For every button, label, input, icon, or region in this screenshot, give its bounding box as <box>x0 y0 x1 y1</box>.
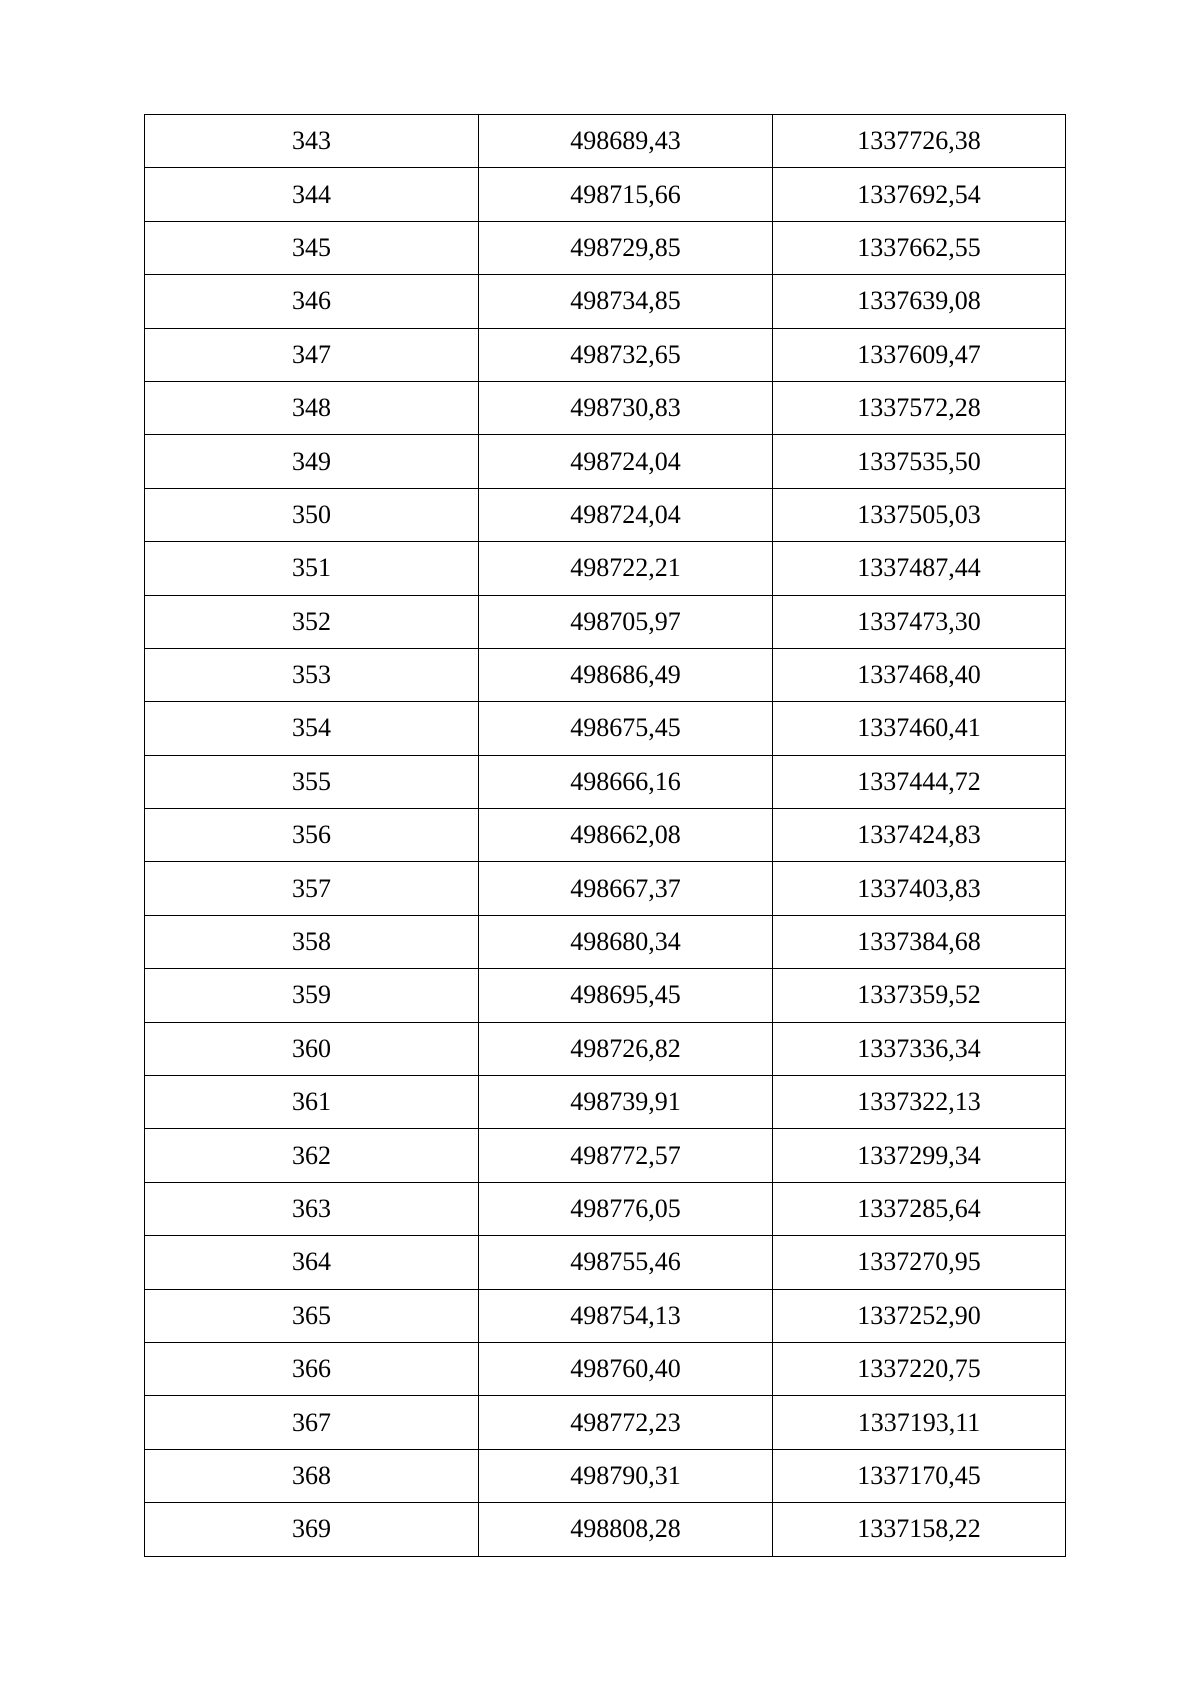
point-number-cell: 346 <box>145 275 479 328</box>
point-number-cell: 354 <box>145 702 479 755</box>
table-row <box>145 488 1066 541</box>
x-coordinate-cell: 498760,40 <box>479 1342 773 1395</box>
y-coordinate-cell: 1337403,83 <box>773 862 1066 915</box>
x-coordinate-cell: 498722,21 <box>479 542 773 595</box>
x-coordinate-cell: 498790,31 <box>479 1449 773 1502</box>
y-coordinate-cell: 1337487,44 <box>773 542 1066 595</box>
table-row <box>145 809 1066 862</box>
point-number-cell: 345 <box>145 221 479 274</box>
x-coordinate-cell: 498689,43 <box>479 115 773 168</box>
y-coordinate-cell: 1337270,95 <box>773 1236 1066 1289</box>
x-coordinate-cell: 498734,85 <box>479 275 773 328</box>
x-coordinate-cell: 498726,82 <box>479 1022 773 1075</box>
point-number-cell: 357 <box>145 862 479 915</box>
table-row <box>145 542 1066 595</box>
x-coordinate-cell: 498686,49 <box>479 648 773 701</box>
table-row <box>145 702 1066 755</box>
table-row <box>145 755 1066 808</box>
point-number-cell: 365 <box>145 1289 479 1342</box>
point-number-cell: 352 <box>145 595 479 648</box>
table-row <box>145 1236 1066 1289</box>
x-coordinate-cell: 498772,23 <box>479 1396 773 1449</box>
point-number-cell: 359 <box>145 969 479 1022</box>
y-coordinate-cell: 1337322,13 <box>773 1076 1066 1129</box>
table-row <box>145 595 1066 648</box>
y-coordinate-cell: 1337336,34 <box>773 1022 1066 1075</box>
x-coordinate-cell: 498730,83 <box>479 381 773 434</box>
x-coordinate-cell: 498666,16 <box>479 755 773 808</box>
y-coordinate-cell: 1337609,47 <box>773 328 1066 381</box>
table-row <box>145 1022 1066 1075</box>
y-coordinate-cell: 1337639,08 <box>773 275 1066 328</box>
y-coordinate-cell: 1337158,22 <box>773 1503 1066 1556</box>
point-number-cell: 368 <box>145 1449 479 1502</box>
y-coordinate-cell: 1337444,72 <box>773 755 1066 808</box>
point-number-cell: 348 <box>145 381 479 434</box>
y-coordinate-cell: 1337468,40 <box>773 648 1066 701</box>
table-row <box>145 915 1066 968</box>
point-number-cell: 351 <box>145 542 479 595</box>
point-number-cell: 367 <box>145 1396 479 1449</box>
y-coordinate-cell: 1337220,75 <box>773 1342 1066 1395</box>
y-coordinate-cell: 1337384,68 <box>773 915 1066 968</box>
point-number-cell: 355 <box>145 755 479 808</box>
table-row <box>145 648 1066 701</box>
y-coordinate-cell: 1337359,52 <box>773 969 1066 1022</box>
point-number-cell: 343 <box>145 115 479 168</box>
y-coordinate-cell: 1337460,41 <box>773 702 1066 755</box>
x-coordinate-cell: 498695,45 <box>479 969 773 1022</box>
point-number-cell: 358 <box>145 915 479 968</box>
x-coordinate-cell: 498675,45 <box>479 702 773 755</box>
x-coordinate-cell: 498724,04 <box>479 488 773 541</box>
table-row <box>145 1289 1066 1342</box>
y-coordinate-cell: 1337662,55 <box>773 221 1066 274</box>
point-number-cell: 344 <box>145 168 479 221</box>
table-row <box>145 1342 1066 1395</box>
table-row <box>145 1182 1066 1235</box>
x-coordinate-cell: 498776,05 <box>479 1182 773 1235</box>
x-coordinate-cell: 498739,91 <box>479 1076 773 1129</box>
x-coordinate-cell: 498754,13 <box>479 1289 773 1342</box>
point-number-cell: 369 <box>145 1503 479 1556</box>
x-coordinate-cell: 498724,04 <box>479 435 773 488</box>
coordinates-table-body <box>145 115 1066 1557</box>
y-coordinate-cell: 1337424,83 <box>773 809 1066 862</box>
table-row <box>145 275 1066 328</box>
y-coordinate-cell: 1337572,28 <box>773 381 1066 434</box>
x-coordinate-cell: 498729,85 <box>479 221 773 274</box>
table-row <box>145 381 1066 434</box>
coordinates-table <box>144 114 1066 1557</box>
table-row <box>145 221 1066 274</box>
y-coordinate-cell: 1337505,03 <box>773 488 1066 541</box>
y-coordinate-cell: 1337473,30 <box>773 595 1066 648</box>
table-row <box>145 1449 1066 1502</box>
table-row <box>145 1076 1066 1129</box>
y-coordinate-cell: 1337726,38 <box>773 115 1066 168</box>
x-coordinate-cell: 498705,97 <box>479 595 773 648</box>
y-coordinate-cell: 1337285,64 <box>773 1182 1066 1235</box>
point-number-cell: 349 <box>145 435 479 488</box>
point-number-cell: 362 <box>145 1129 479 1182</box>
x-coordinate-cell: 498715,66 <box>479 168 773 221</box>
point-number-cell: 353 <box>145 648 479 701</box>
table-row <box>145 1129 1066 1182</box>
x-coordinate-cell: 498808,28 <box>479 1503 773 1556</box>
point-number-cell: 363 <box>145 1182 479 1235</box>
point-number-cell: 360 <box>145 1022 479 1075</box>
x-coordinate-cell: 498732,65 <box>479 328 773 381</box>
table-row <box>145 862 1066 915</box>
point-number-cell: 366 <box>145 1342 479 1395</box>
y-coordinate-cell: 1337692,54 <box>773 168 1066 221</box>
point-number-cell: 361 <box>145 1076 479 1129</box>
table-row <box>145 115 1066 168</box>
point-number-cell: 350 <box>145 488 479 541</box>
table-row <box>145 168 1066 221</box>
table-row <box>145 435 1066 488</box>
table-row <box>145 328 1066 381</box>
x-coordinate-cell: 498680,34 <box>479 915 773 968</box>
y-coordinate-cell: 1337193,11 <box>773 1396 1066 1449</box>
y-coordinate-cell: 1337252,90 <box>773 1289 1066 1342</box>
y-coordinate-cell: 1337535,50 <box>773 435 1066 488</box>
table-row <box>145 1503 1066 1556</box>
x-coordinate-cell: 498772,57 <box>479 1129 773 1182</box>
x-coordinate-cell: 498662,08 <box>479 809 773 862</box>
point-number-cell: 364 <box>145 1236 479 1289</box>
point-number-cell: 347 <box>145 328 479 381</box>
point-number-cell: 356 <box>145 809 479 862</box>
y-coordinate-cell: 1337299,34 <box>773 1129 1066 1182</box>
x-coordinate-cell: 498667,37 <box>479 862 773 915</box>
y-coordinate-cell: 1337170,45 <box>773 1449 1066 1502</box>
x-coordinate-cell: 498755,46 <box>479 1236 773 1289</box>
table-row <box>145 969 1066 1022</box>
table-row <box>145 1396 1066 1449</box>
